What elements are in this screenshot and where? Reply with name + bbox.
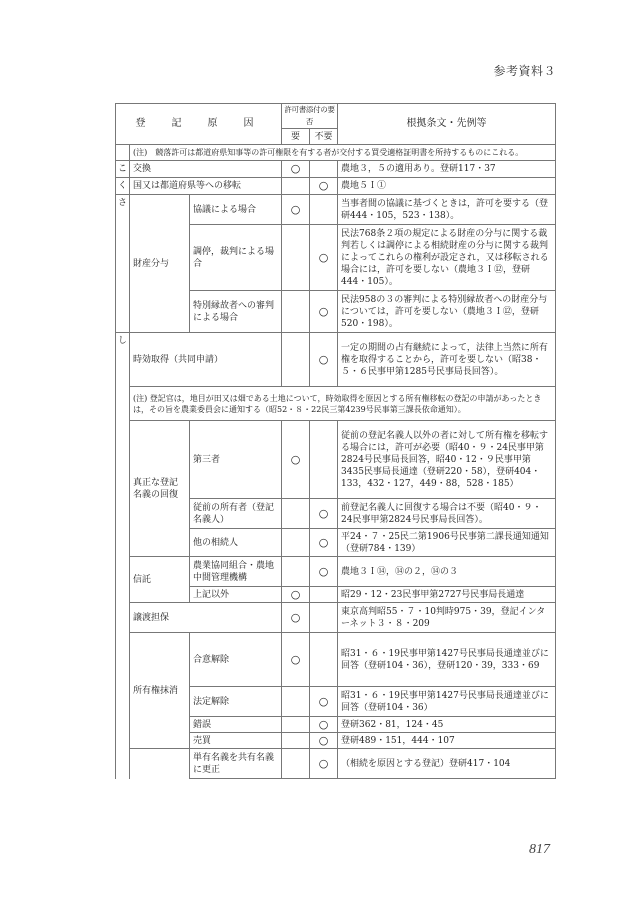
sub-third-party: 第三者 xyxy=(190,421,282,499)
noreq-former-owner: ○ xyxy=(310,499,338,529)
kana-shi: し xyxy=(116,333,130,779)
req-other-trust: ○ xyxy=(282,587,310,603)
note-auction: (注) 競落許可は都道府県知事等の許可権限を有する者が交付する買受適格証明書を所持するものにこれる。 xyxy=(130,145,556,161)
header-basis: 根拠条文・先例等 xyxy=(338,104,556,145)
cause-security-transfer: 譲渡担保 xyxy=(130,603,282,633)
sub-sole-to-joint: 単有名義を共有名義に更正 xyxy=(190,749,282,779)
sub-sale: 売買 xyxy=(190,733,282,749)
ref-mediation: 民法768条２項の規定による財産の分与に関する裁判若しくは調停による相続財産の分与に関する裁判によってこれらの権利が設定され，又は移転される場合には，許可を要しない（農地３Ｉ⑫，登研444・105）。 xyxy=(338,225,556,291)
note-prescription: (注) 登記官は，地目が田又は畑である土地について，時効取得を原因とする所有権移転の登記の申請があったときは，その旨を農業委員会に通知する（昭52・８・22民三第4239号民事第三課長依命通知）。 xyxy=(130,387,556,421)
cause-property-division: 財産分与 xyxy=(130,195,190,333)
ref-prescription: 一定の期間の占有継続によって，法律上当然に所有権を取得することから，許可を要しない（昭38・５・６民事甲第1285号民事局長回答）。 xyxy=(338,333,556,387)
cause-exchange: 交換 xyxy=(130,161,282,178)
ref-mutual-rescission: 昭31・６・19民事甲第1427号民事局長通達並びに回答（登研104・36），登研120・39，333・69 xyxy=(338,633,556,687)
kana-ko: こ xyxy=(116,161,130,178)
ref-special-relation: 民法958の３の審判による特別縁故者への財産分与については，許可を要しない（農地３Ｉ⑫，登研520・198）。 xyxy=(338,291,556,333)
noreq-agri-coop: ○ xyxy=(310,557,338,587)
sub-agri-coop: 農業協同組合・農地中間管理機構 xyxy=(190,557,282,587)
noreq-sale: ○ xyxy=(310,733,338,749)
sub-other-heirs: 他の相続人 xyxy=(190,529,282,557)
req-exchange: ○ xyxy=(282,161,310,178)
ref-agri-coop: 農地３Ｉ⑭，⑭の２，⑭の３ xyxy=(338,557,556,587)
req-third-party: ○ xyxy=(282,421,310,499)
header-required: 要 xyxy=(282,129,310,145)
ref-other-trust: 昭29・12・23民事甲第2727号民事局長通達 xyxy=(338,587,556,603)
noreq-special-relation: ○ xyxy=(310,291,338,333)
noreq-other-heirs: ○ xyxy=(310,529,338,557)
ref-sole-to-joint: （相続を原因とする登記）登研417・104 xyxy=(338,749,556,779)
ref-other-heirs: 平24・７・25民二第1906号民事第二課長通知通知（登研784・139） xyxy=(338,529,556,557)
ref-sale: 登研489・151，444・107 xyxy=(338,733,556,749)
noreq-state-transfer: ○ xyxy=(310,178,338,195)
noreq-statutory-rescission: ○ xyxy=(310,687,338,717)
sub-mutual-rescission: 合意解除 xyxy=(190,633,282,687)
cause-trust: 信託 xyxy=(130,557,190,603)
noreq-mediation: ○ xyxy=(310,225,338,291)
noreq-sole-to-joint: ○ xyxy=(310,749,338,779)
noreq-error: ○ xyxy=(310,717,338,733)
permit-table xyxy=(115,103,556,779)
req-mutual-rescission: ○ xyxy=(282,633,310,687)
sub-agreement: 協議による場合 xyxy=(190,195,282,225)
sub-special-relation: 特別縁故者への審判による場合 xyxy=(190,291,282,333)
ref-agreement: 当事者間の協議に基づくときは，許可を要する（登研444・105，523・138）。 xyxy=(338,195,556,225)
ref-exchange: 農地３，５の適用あり。登研117・37 xyxy=(338,161,556,178)
ref-security-transfer: 東京高判昭55・７・10判時975・39，登記インターネット３・８・209 xyxy=(338,603,556,633)
kana-ku: く xyxy=(116,178,130,195)
sub-other-trust: 上記以外 xyxy=(190,587,282,603)
header-permit: 許可書添付の要否 xyxy=(282,104,338,129)
cause-prescription: 時効取得（共同申請） xyxy=(130,333,282,387)
cause-cancellation: 所有権抹消 xyxy=(130,633,190,749)
page-number: 817 xyxy=(529,842,550,857)
noreq-prescription: ○ xyxy=(310,333,338,387)
ref-state-transfer: 農地５Ｉ① xyxy=(338,178,556,195)
sub-error: 錯誤 xyxy=(190,717,282,733)
header-not-required: 不要 xyxy=(310,129,338,145)
req-security-transfer: ○ xyxy=(282,603,310,633)
kana-blank xyxy=(116,145,130,161)
sub-statutory-rescission: 法定解除 xyxy=(190,687,282,717)
sub-mediation: 調停，裁判による場合 xyxy=(190,225,282,291)
header-cause: 登 記 原 因 xyxy=(116,104,282,145)
ref-third-party: 従前の登記名義人以外の者に対して所有権を移転する場合には，許可が必要（昭40・９・24民事甲第2824号民事局長回答，昭40・12・９民事甲第3435民事局長通達（登研220・58），登研404・133，432・127，449・88，528・185） xyxy=(338,421,556,499)
cause-state-transfer: 国又は都道府県等への移転 xyxy=(130,178,282,195)
kana-sa: さ xyxy=(116,195,130,333)
ref-former-owner: 前登記名義人に回復する場合は不要（昭40・９・24民事甲第2824号民事局長回答）。 xyxy=(338,499,556,529)
sub-former-owner: 従前の所有者（登記名義人） xyxy=(190,499,282,529)
reference-label: 参考資料３ xyxy=(493,64,556,78)
ref-statutory-rescission: 昭31・６・19民事甲第1427号民事局長通達並びに回答（登研104・36） xyxy=(338,687,556,717)
ref-error: 登研362・81，124・45 xyxy=(338,717,556,733)
cause-true-title: 真正な登記名義の回復 xyxy=(130,421,190,557)
req-agreement: ○ xyxy=(282,195,310,225)
